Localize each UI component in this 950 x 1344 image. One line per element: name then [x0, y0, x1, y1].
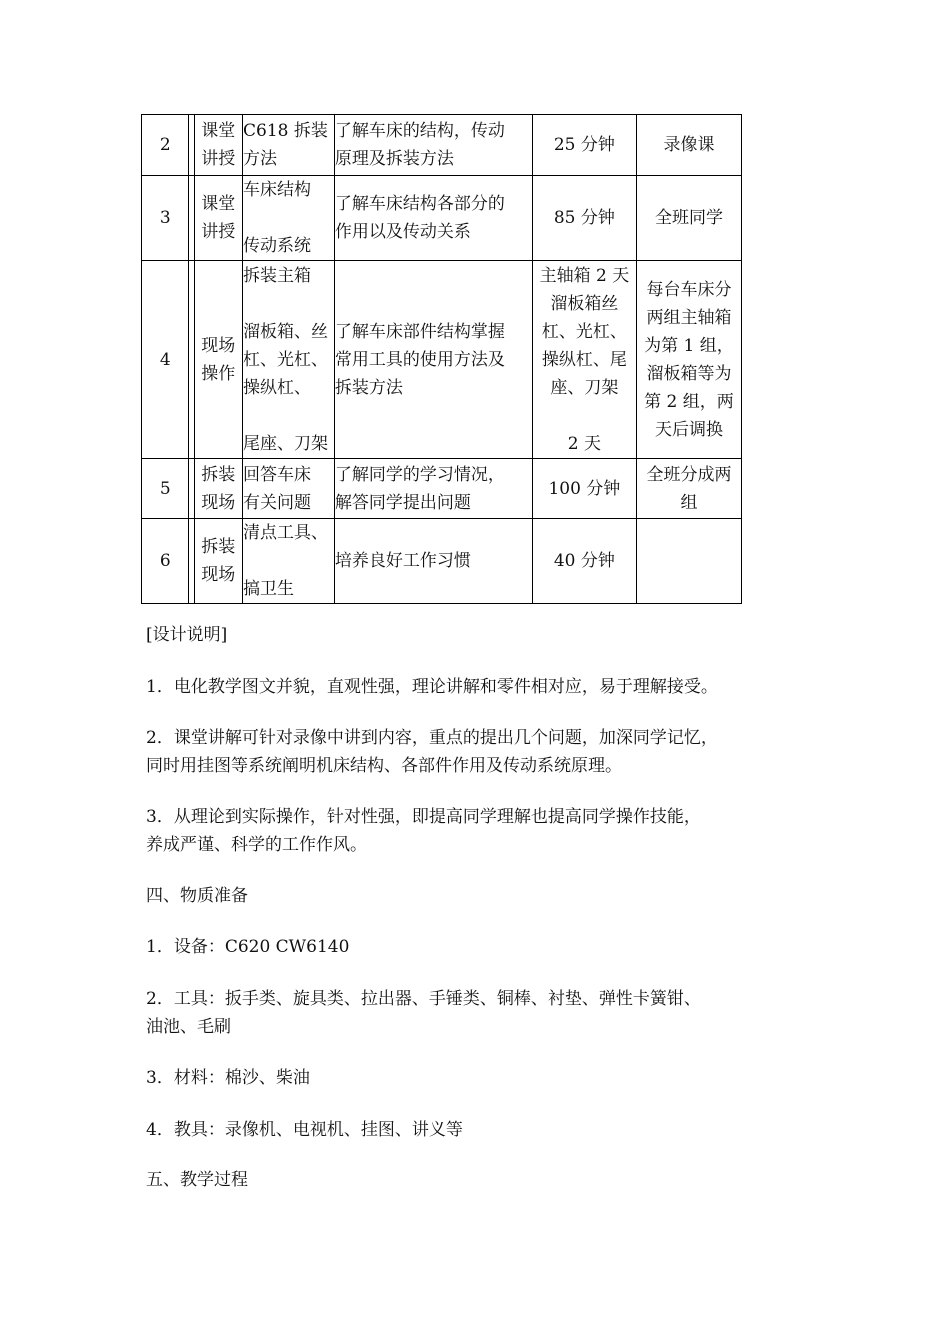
activity-goal-line: 拆装方法 — [334, 377, 403, 398]
paragraph-line: 2．工具：扳手类、旋具类、拉出器、手锤类、铜棒、衬垫、弹性卡簧钳、 — [146, 989, 701, 1009]
activity-goal-line: 了解车床的结构，传动 — [334, 121, 505, 141]
activity-content-line: 方法 — [243, 149, 277, 169]
activity-time — [532, 459, 636, 519]
activity-content-line: 搞卫生 — [243, 579, 294, 599]
activity-content-line: 溜板箱、丝 — [243, 321, 328, 342]
teaching-plan-table — [141, 114, 742, 604]
activity-time-line: 25 分钟 — [553, 135, 615, 155]
paragraph-line: 3．材料：棉沙、柴油 — [146, 1068, 310, 1088]
activity-time-line: 座、刀架 — [550, 377, 619, 398]
activity-goal — [334, 261, 532, 459]
activity-note — [636, 459, 741, 519]
activity-type-line: 课堂 — [201, 194, 236, 214]
activity-note-line: 全班同学 — [654, 208, 723, 228]
activity-time-line: 40 分钟 — [553, 551, 615, 571]
paragraph-line: 养成严谨、科学的工作作风。 — [146, 835, 367, 855]
activity-type-line: 拆装 — [201, 464, 236, 485]
paragraph-line: 五、教学过程 — [146, 1170, 248, 1190]
paragraph — [146, 803, 701, 859]
activity-goal-line: 了解车床结构各部分的 — [334, 194, 505, 214]
activity-content — [243, 519, 335, 604]
table-row — [142, 519, 742, 604]
activity-content-line: 车床结构 — [243, 180, 311, 200]
activity-content-line — [243, 204, 334, 232]
activity-goal — [334, 115, 532, 176]
paragraph — [146, 882, 248, 910]
activity-type — [194, 176, 242, 261]
paragraph — [146, 621, 227, 649]
paragraph-line: 3．从理论到实际操作，针对性强，即提高同学理解也提高同学操作技能， — [146, 807, 701, 827]
activity-content — [243, 115, 335, 176]
activity-time — [532, 115, 636, 176]
row-number: 5 — [142, 459, 189, 519]
activity-goal-line: 培养良好工作习惯 — [334, 551, 471, 571]
paragraph-line: 1．设备：C620 CW6140 — [146, 937, 350, 957]
activity-goal-line: 原理及拆装方法 — [334, 149, 454, 169]
activity-time — [532, 176, 636, 261]
activity-goal — [334, 176, 532, 261]
paragraph — [146, 1064, 310, 1092]
activity-type-line: 讲授 — [201, 222, 236, 242]
activity-type — [194, 261, 242, 459]
activity-goal-line: 了解车床部件结构掌握 — [334, 321, 505, 342]
paragraph-line: 油池、毛刷 — [146, 1017, 231, 1037]
activity-type — [194, 519, 242, 604]
activity-note-line: 为第 1 组， — [644, 335, 734, 356]
paragraph-line: 2．课堂讲解可针对录像中讲到内容，重点的提出几个问题，加深同学记忆， — [146, 728, 718, 748]
activity-note — [636, 261, 741, 459]
paragraph — [146, 1166, 248, 1194]
activity-content-line: 传动系统 — [243, 236, 311, 256]
row-number: 6 — [142, 519, 189, 604]
activity-note-line: 第 2 组，两 — [644, 391, 734, 412]
activity-type-line: 现场 — [201, 335, 236, 356]
activity-note-line: 录像课 — [663, 135, 715, 155]
row-number: 4 — [142, 261, 189, 459]
activity-content-line: 回答车床 — [243, 464, 311, 485]
activity-type-line: 操作 — [201, 363, 236, 384]
activity-time-line: 85 分钟 — [553, 208, 615, 228]
activity-content-line: 有关问题 — [243, 492, 311, 513]
activity-note-line: 全班分成两 — [646, 464, 732, 485]
activity-type-line: 现场 — [201, 492, 236, 513]
paragraph — [146, 985, 701, 1041]
table-row — [142, 261, 742, 459]
activity-type-line: 讲授 — [201, 149, 236, 169]
activity-note-line: 溜板箱等为 — [646, 363, 732, 384]
activity-time-line: 溜板箱丝 — [550, 293, 619, 314]
row-number: 3 — [142, 176, 189, 261]
activity-time — [532, 261, 636, 459]
activity-time-line: 2 天 — [567, 433, 601, 454]
paragraph — [146, 724, 718, 780]
activity-content — [243, 459, 335, 519]
activity-goal-line: 常用工具的使用方法及 — [334, 349, 505, 370]
paragraph — [146, 1116, 463, 1144]
activity-goal-line: 解答同学提出问题 — [334, 492, 471, 513]
paragraph — [146, 673, 718, 701]
activity-note — [636, 176, 741, 261]
activity-content-line — [243, 547, 334, 575]
activity-content-line: 操纵杠、 — [243, 377, 311, 398]
activity-time-line: 杠、光杠、 — [541, 321, 627, 342]
activity-note-line: 每台车床分 — [646, 279, 732, 300]
activity-content-line: C618 拆装 — [243, 121, 328, 141]
paragraph-line: 同时用挂图等系统阐明机床结构、各部件作用及传动系统原理。 — [146, 756, 622, 776]
paragraph-line: 1．电化教学图文并貌，直观性强，理论讲解和零件相对应，易于理解接受。 — [146, 677, 718, 697]
activity-type — [194, 459, 242, 519]
paragraph-line: [设计说明] — [146, 625, 228, 645]
activity-content-line: 尾座、刀架 — [243, 433, 328, 454]
table-row — [142, 115, 742, 176]
activity-content-line: 清点工具、 — [243, 523, 328, 543]
activity-type — [194, 115, 242, 176]
activity-note-line: 天后调换 — [654, 419, 723, 440]
activity-note-line: 两组主轴箱 — [646, 307, 732, 328]
activity-goal — [334, 459, 532, 519]
activity-note — [636, 115, 741, 176]
activity-goal — [334, 519, 532, 604]
table-row — [142, 176, 742, 261]
activity-content-line: 杠、光杠、 — [243, 349, 328, 370]
activity-note-line: 组 — [680, 492, 698, 513]
paragraph-line: 4．教具：录像机、电视机、挂图、讲义等 — [146, 1120, 463, 1140]
activity-time-line: 100 分钟 — [548, 478, 621, 499]
activity-content — [243, 176, 335, 261]
row-number: 2 — [142, 115, 189, 176]
activity-type-line: 现场 — [201, 565, 236, 585]
activity-goal-line: 了解同学的学习情况， — [334, 464, 505, 485]
activity-content — [243, 261, 335, 459]
activity-type-line: 课堂 — [201, 121, 236, 141]
paragraph-line: 四、物质准备 — [146, 886, 248, 906]
activity-time-line: 主轴箱 2 天 — [539, 265, 630, 286]
activity-content-line: 拆装主箱 — [243, 265, 311, 286]
table-row — [142, 459, 742, 519]
activity-goal-line: 作用以及传动关系 — [334, 222, 471, 242]
activity-type-line: 拆装 — [201, 537, 236, 557]
activity-content-line — [243, 290, 334, 318]
activity-content-line — [243, 402, 334, 430]
activity-time-line: 操纵杠、尾 — [541, 349, 627, 370]
activity-note — [636, 519, 741, 604]
activity-time-line — [533, 402, 636, 430]
paragraph — [146, 933, 349, 961]
activity-time — [532, 519, 636, 604]
